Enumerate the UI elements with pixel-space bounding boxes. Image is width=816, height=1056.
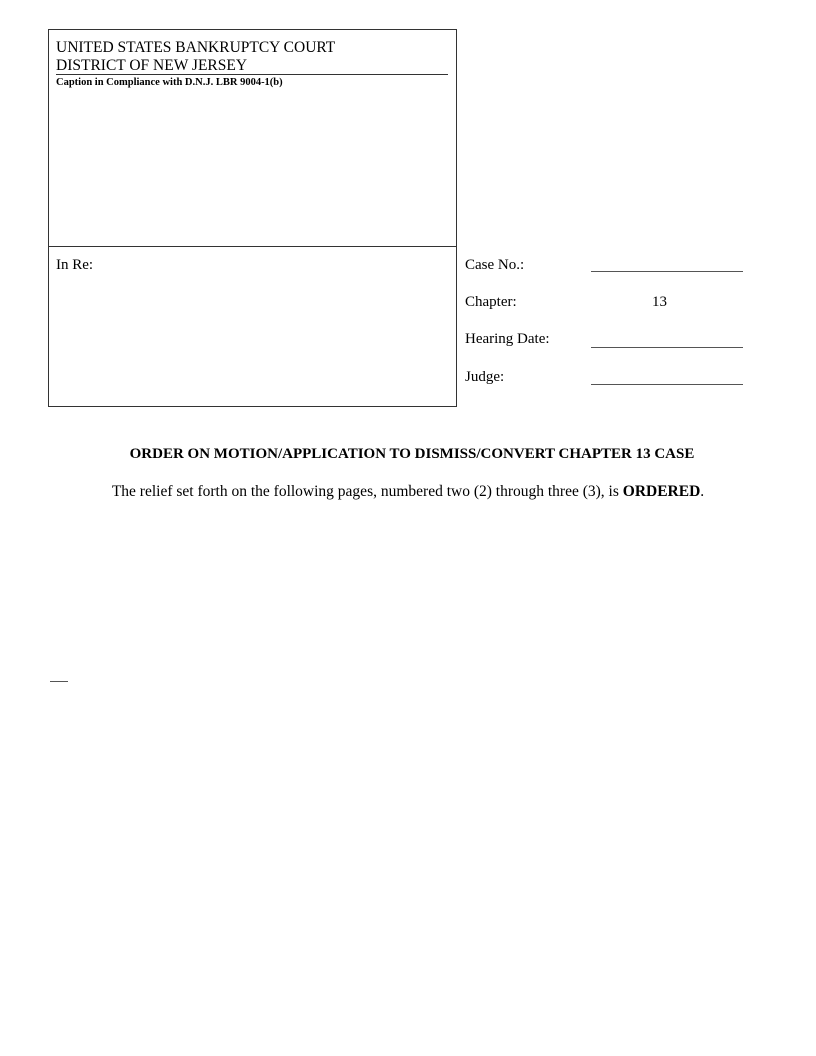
caption-compliance: Caption in Compliance with D.N.J. LBR 9004-1(b) [56, 77, 283, 88]
hearing-date-label: Hearing Date: [465, 331, 550, 347]
chapter-value: 13 [652, 294, 667, 310]
order-body [0, 483, 816, 501]
court-name: UNITED STATES BANKRUPTCY COURT [56, 39, 336, 56]
judge-field [591, 384, 743, 385]
chapter-label: Chapter: [465, 294, 517, 310]
court-header-rule [56, 74, 448, 75]
caption-divider [48, 246, 457, 247]
court-district: DISTRICT OF NEW JERSEY [56, 57, 248, 74]
footnote-rule [50, 681, 68, 682]
hearing-date-field [591, 347, 743, 348]
in-re-label: In Re: [56, 257, 94, 273]
order-body-period: . [700, 483, 705, 500]
case-no-field [591, 271, 743, 272]
order-title: ORDER ON MOTION/APPLICATION TO DISMISS/CONVERT CHAPTER 13 CASE [129, 446, 695, 462]
judge-label: Judge: [465, 369, 505, 385]
order-body-text: The relief set forth on the following pages, numbered two (2) through three (3), is [111, 483, 623, 500]
order-body-ordered: ORDERED [622, 483, 701, 500]
case-no-label: Case No.: [465, 257, 525, 273]
